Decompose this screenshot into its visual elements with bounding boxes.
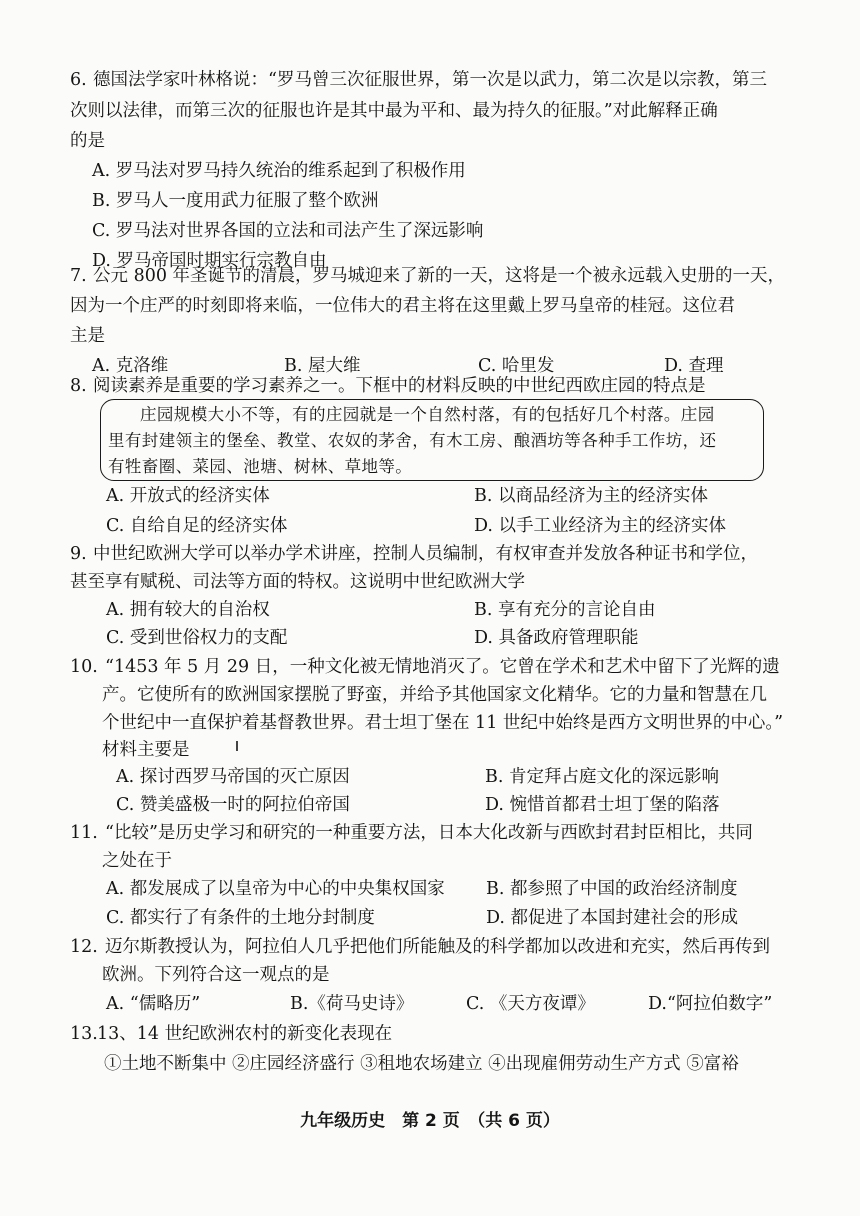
question-number: 10.	[70, 657, 98, 677]
option-d: D. 罗马帝国时期实行宗教自由	[92, 251, 327, 271]
option-b: B. 罗马人一度用武力征服了整个欧洲	[92, 191, 379, 211]
question-stem-line: 次则以法律，而第三次的征服也许是其中最为平和、最为持久的征服。”对此解释正确	[70, 101, 718, 121]
question-stem-line: 迈尔斯教授认为，阿拉伯人几乎把他们所能触及的科学都加以改进和充实，然后再传到	[105, 937, 770, 957]
question-number: 11.	[70, 823, 98, 843]
option-b: B. 都参照了中国的政治经济制度	[486, 879, 738, 899]
question-stem-line: 材料主要是	[102, 740, 190, 760]
question-stem-line: 欧洲。下列符合这一观点的是	[102, 965, 330, 985]
option-d: D. 都促进了本国封建社会的形成	[486, 908, 739, 928]
option-c: C. 都实行了有条件的土地分封制度	[106, 908, 375, 928]
question-stem-line: 13、14 世纪欧洲农村的新变化表现在	[97, 1024, 393, 1044]
question-stem-line: 产。它使所有的欧洲国家摆脱了野蛮，并给予其他国家文化精华。它的力量和智慧在几	[102, 685, 767, 705]
question-number: 9.	[70, 544, 87, 564]
option-a: A. 克洛维	[92, 356, 169, 376]
numbered-items: ①土地不断集中 ②庄园经济盛行 ③租地农场建立 ④出现雇佣劳动生产方式 ⑤富裕	[104, 1054, 739, 1074]
option-d: D.“阿拉伯数字”	[648, 994, 773, 1014]
question-stem-line: 主是	[70, 326, 105, 346]
material-line: 里有封建领主的堡垒、教堂、农奴的茅舍，有木工房、酿酒坊等各种手工作坊，还	[108, 431, 717, 450]
question-stem-line: 的是	[70, 131, 105, 151]
question-stem-line: 之处在于	[102, 851, 172, 871]
question-number: 7.	[70, 266, 87, 286]
option-c: C. 哈里发	[478, 356, 555, 376]
option-a: A. 探讨西罗马帝国的灭亡原因	[116, 767, 350, 787]
option-c: C. 受到世俗权力的支配	[106, 628, 288, 648]
question-stem-line: “比较”是历史学习和研究的一种重要方法，日本大化改新与西欧封君封臣相比，共同	[105, 823, 753, 843]
option-b: B.《荷马史诗》	[290, 994, 414, 1014]
stray-mark	[236, 741, 238, 751]
option-a: A. 罗马法对罗马持久统治的维系起到了积极作用	[92, 161, 466, 181]
option-c: C. 罗马法对世界各国的立法和司法产生了深远影响	[92, 221, 484, 241]
option-d: D. 以手工业经济为主的经济实体	[474, 516, 727, 536]
question-number: 13.	[70, 1024, 98, 1044]
option-a: A. 开放式的经济实体	[106, 486, 270, 506]
option-d: D. 查理	[664, 356, 724, 376]
option-a: A. “儒略历”	[106, 994, 201, 1014]
question-stem-line: 中世纪欧洲大学可以举办学术讲座，控制人员编制，有权审查并发放各种证书和学位，	[93, 544, 758, 564]
option-b: B. 以商品经济为主的经济实体	[474, 486, 708, 506]
option-b: B. 享有充分的言论自由	[474, 600, 656, 620]
material-line: 有牲畜圈、菜园、池塘、树林、草地等。	[108, 457, 413, 476]
question-stem-line: “1453 年 5 月 29 日，一种文化被无情地消灭了。它曾在学术和艺术中留下了光辉的遗	[105, 657, 780, 677]
question-number: 12.	[70, 937, 98, 957]
page-footer: 九年级历史 第 2 页 （共 6 页）	[300, 1111, 560, 1131]
option-b: B. 肯定拜占庭文化的深远影响	[485, 767, 719, 787]
question-number: 6.	[70, 70, 87, 90]
option-c: C. 《天方夜谭》	[466, 994, 595, 1014]
question-number: 8.	[70, 376, 87, 396]
option-c: C. 赞美盛极一时的阿拉伯帝国	[116, 795, 350, 815]
option-a: A. 拥有较大的自治权	[106, 600, 270, 620]
option-d: D. 惋惜首都君士坦丁堡的陷落	[485, 795, 720, 815]
question-stem-line: 公元 800 年圣诞节的清晨，罗马城迎来了新的一天，这将是一个被永远载入史册的一天，	[93, 266, 786, 286]
question-stem-line: 因为一个庄严的时刻即将来临，一位伟大的君主将在这里戴上罗马皇帝的桂冠。这位君	[70, 296, 735, 316]
material-line: 庄园规模大小不等，有的庄园就是一个自然村落，有的包括好几个村落。庄园	[140, 405, 715, 424]
option-c: C. 自给自足的经济实体	[106, 516, 288, 536]
question-stem-line: 德国法学家叶林格说：“罗马曾三次征服世界，第一次是以武力，第二次是以宗教，第三	[93, 70, 767, 90]
option-b: B. 屋大维	[284, 356, 361, 376]
question-stem-line: 个世纪中一直保护着基督教世界。君士坦丁堡在 11 世纪中始终是西方文明世界的中心。”	[102, 713, 784, 733]
question-stem-line: 阅读素养是重要的学习素养之一。下框中的材料反映的中世纪西欧庄园的特点是	[93, 376, 706, 396]
option-d: D. 具备政府管理职能	[474, 628, 639, 648]
question-stem-line: 甚至享有赋税、司法等方面的特权。这说明中世纪欧洲大学	[70, 572, 525, 592]
option-a: A. 都发展成了以皇帝为中心的中央集权国家	[106, 879, 445, 899]
